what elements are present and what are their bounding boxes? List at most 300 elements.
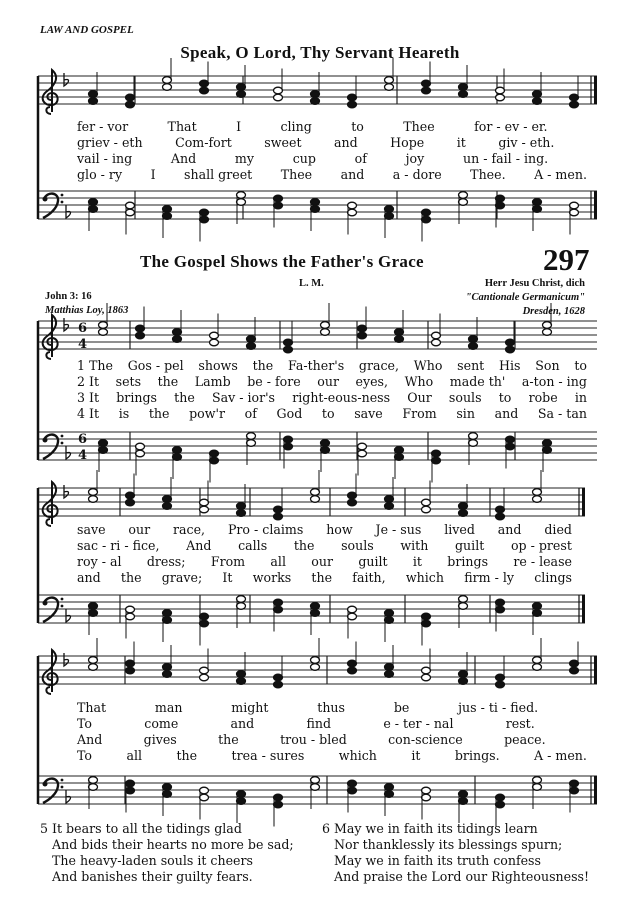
lyric-syllable: A - men. — [534, 748, 587, 763]
lyric-syllable: glo - ry — [77, 167, 123, 182]
lyric-syllable: thus — [317, 700, 346, 715]
lyric-syllable: And — [77, 732, 103, 747]
note-head — [237, 603, 246, 610]
lyric-syllable: Fa-ther's — [287, 358, 345, 373]
note-head — [126, 660, 135, 667]
note-head — [311, 496, 320, 503]
lyric-syllable: in — [574, 390, 587, 405]
note-head — [570, 660, 579, 667]
lyric-line — [77, 522, 572, 538]
lyric-syllable: of — [244, 406, 257, 421]
note-head — [432, 332, 441, 339]
flat-key-signature-icon — [64, 653, 69, 666]
note-head — [126, 492, 135, 499]
note-head — [237, 199, 246, 206]
note-head — [358, 325, 367, 332]
note-head — [533, 489, 542, 496]
lyric-syllable: race, — [173, 522, 206, 537]
note-head — [348, 606, 357, 613]
note-head — [422, 794, 431, 801]
note-head — [89, 91, 98, 98]
lyric-syllable: griev - eth — [77, 135, 143, 150]
note-head — [385, 496, 394, 503]
note-head — [89, 610, 98, 617]
note-head — [496, 606, 505, 613]
note-head — [422, 216, 431, 223]
lyric-syllable: And — [170, 151, 197, 166]
lyric-syllable: Lamb — [194, 374, 231, 389]
lyric-line — [77, 554, 572, 570]
lyric-syllable: re - lease — [513, 554, 572, 569]
note-head — [570, 101, 579, 108]
lyric-syllable: come — [144, 716, 179, 731]
lyric-syllable: brings — [116, 390, 157, 405]
final-bar-line — [594, 191, 597, 219]
lyric-syllable: That — [77, 700, 107, 715]
lyric-line — [77, 570, 572, 586]
lyric-syllable: the — [252, 358, 274, 373]
note-head — [533, 206, 542, 213]
scripture-reference: John 3: 16 — [45, 291, 92, 302]
lyric-syllable: A - men. — [534, 167, 587, 182]
lyric-syllable: how — [326, 522, 353, 537]
note-head — [89, 777, 98, 784]
note-head — [126, 94, 135, 101]
note-head — [496, 794, 505, 801]
note-head — [163, 610, 172, 617]
note-head — [126, 667, 135, 674]
lyric-syllable: That — [167, 119, 197, 134]
bass-clef-dot — [61, 201, 64, 204]
note-head — [422, 787, 431, 794]
note-head — [163, 84, 172, 91]
lyric-syllable: which — [338, 748, 377, 763]
note-head — [385, 84, 394, 91]
note-head — [274, 87, 283, 94]
note-head — [506, 339, 515, 346]
note-head — [200, 667, 209, 674]
note-head — [496, 94, 505, 101]
note-head — [247, 433, 256, 440]
note-head — [311, 610, 320, 617]
note-head — [237, 91, 246, 98]
lyric-syllable: shows — [198, 358, 238, 373]
note-head — [422, 613, 431, 620]
note-head — [570, 787, 579, 794]
note-head — [422, 499, 431, 506]
note-head — [496, 681, 505, 688]
note-head — [543, 440, 552, 447]
note-head — [163, 617, 172, 624]
lyric-syllable: un - fail - ing. — [463, 151, 549, 166]
note-head — [274, 506, 283, 513]
note-head — [348, 667, 357, 674]
note-head — [496, 513, 505, 520]
lyric-syllable: the — [176, 748, 198, 763]
treble-clef-icon — [43, 70, 58, 114]
lyric-syllable: rest. — [505, 716, 535, 731]
note-head — [422, 87, 431, 94]
note-head — [163, 671, 172, 678]
stanza-line: Nor thanklessly its blessings spurn; — [334, 837, 563, 852]
note-head — [358, 332, 367, 339]
note-head — [173, 447, 182, 454]
note-head — [570, 94, 579, 101]
lyric-syllable: made th' — [449, 374, 506, 389]
note-head — [173, 329, 182, 336]
lyric-syllable: sin — [456, 406, 475, 421]
final-bar-line — [582, 488, 585, 516]
lyric-syllable: And — [186, 538, 212, 553]
lyric-syllable: grave; — [161, 570, 203, 585]
lyric-syllable: it — [411, 748, 421, 763]
note-head — [311, 784, 320, 791]
note-head — [348, 787, 357, 794]
final-bar-line — [594, 776, 597, 804]
lyric-line — [77, 406, 587, 422]
lyric-line — [77, 135, 587, 151]
note-head — [247, 440, 256, 447]
note-head — [533, 610, 542, 617]
lyric-syllable: and — [340, 167, 365, 182]
lyric-syllable: the — [218, 732, 239, 747]
note-head — [89, 657, 98, 664]
lyric-line — [77, 374, 587, 390]
lyric-syllable: God — [276, 406, 303, 421]
note-head — [126, 606, 135, 613]
note-head — [432, 450, 441, 457]
note-head — [570, 780, 579, 787]
flat-key-signature-icon — [66, 609, 71, 622]
note-head — [469, 343, 478, 350]
lyric-syllable: Thee — [403, 119, 435, 134]
lyric-syllable: right-eous-ness — [292, 390, 391, 405]
note-head — [459, 791, 468, 798]
note-head — [385, 671, 394, 678]
stanza-line: And praise the Lord our Righteousness! — [334, 869, 590, 884]
lyric-syllable: Com-fort — [175, 135, 232, 150]
note-head — [385, 206, 394, 213]
note-head — [200, 613, 209, 620]
note-head — [89, 199, 98, 206]
note-head — [385, 784, 394, 791]
note-head — [348, 94, 357, 101]
bass-clef-dot — [61, 786, 64, 789]
final-bar-line — [594, 76, 597, 104]
lyric-syllable: shall greet — [184, 167, 253, 182]
note-head — [311, 98, 320, 105]
lyric-line — [77, 151, 587, 167]
note-head — [496, 202, 505, 209]
note-head — [89, 489, 98, 496]
note-head — [358, 443, 367, 450]
lyric-syllable: eyes, — [355, 374, 389, 389]
bass-clef-dot — [61, 442, 64, 445]
note-head — [126, 202, 135, 209]
note-head — [321, 447, 330, 454]
lyric-syllable: and — [497, 522, 522, 537]
note-head — [237, 791, 246, 798]
note-head — [395, 447, 404, 454]
lyric-syllable: giv - eth. — [498, 135, 555, 150]
note-head — [459, 671, 468, 678]
stanza-line: 5 It bears to all the tidings glad — [40, 821, 242, 836]
note-head — [533, 98, 542, 105]
lyric-syllable: souls — [448, 390, 482, 405]
note-head — [99, 329, 108, 336]
note-head — [496, 599, 505, 606]
note-head — [284, 339, 293, 346]
note-head — [459, 91, 468, 98]
note-head — [533, 657, 542, 664]
lyric-syllable: Our — [407, 390, 432, 405]
note-head — [274, 681, 283, 688]
note-head — [237, 798, 246, 805]
note-head — [496, 674, 505, 681]
note-head — [274, 513, 283, 520]
note-head — [496, 801, 505, 808]
time-signature-top: 6 — [78, 432, 88, 447]
lyric-syllable: a - dore — [392, 167, 442, 182]
note-head — [348, 613, 357, 620]
lyric-syllable: Je - sus — [375, 522, 422, 537]
note-head — [385, 617, 394, 624]
note-head — [533, 777, 542, 784]
note-head — [311, 489, 320, 496]
note-head — [247, 343, 256, 350]
note-head — [506, 436, 515, 443]
note-head — [237, 192, 246, 199]
treble-clef-icon — [43, 650, 58, 694]
stanza-6 — [322, 821, 589, 885]
lyric-syllable: and — [77, 570, 101, 585]
lyric-syllable: His — [499, 358, 521, 373]
note-head — [496, 506, 505, 513]
note-head — [422, 209, 431, 216]
note-head — [136, 450, 145, 457]
note-head — [126, 101, 135, 108]
note-head — [126, 499, 135, 506]
note-head — [459, 84, 468, 91]
note-head — [136, 325, 145, 332]
note-head — [210, 339, 219, 346]
lyric-syllable: to — [574, 358, 587, 373]
lyric-syllable: trea - sures — [231, 748, 305, 763]
lyric-line — [77, 358, 587, 374]
note-head — [200, 87, 209, 94]
time-signature-bottom: 4 — [78, 448, 88, 463]
note-head — [311, 664, 320, 671]
lyric-line — [77, 167, 587, 183]
note-head — [284, 346, 293, 353]
note-head — [210, 450, 219, 457]
note-head — [237, 510, 246, 517]
note-head — [533, 91, 542, 98]
treble-clef-icon — [43, 315, 58, 359]
note-head — [395, 336, 404, 343]
note-head — [311, 657, 320, 664]
lyric-syllable: Son — [535, 358, 560, 373]
lyric-syllable: Sav - ior's — [211, 390, 276, 405]
note-head — [533, 199, 542, 206]
note-head — [385, 213, 394, 220]
note-head — [570, 667, 579, 674]
note-head — [533, 664, 542, 671]
lyric-line — [77, 119, 587, 135]
note-head — [311, 603, 320, 610]
note-head — [163, 77, 172, 84]
flat-key-signature-icon — [64, 318, 69, 331]
note-head — [348, 780, 357, 787]
lyric-syllable: Who — [413, 358, 443, 373]
lyric-syllable: my — [234, 151, 254, 166]
note-head — [395, 329, 404, 336]
lyric-syllable: and — [494, 406, 519, 421]
flat-key-signature-icon — [64, 485, 69, 498]
lyric-syllable: to — [321, 406, 335, 421]
note-head — [200, 216, 209, 223]
note-head — [89, 603, 98, 610]
note-head — [163, 206, 172, 213]
tune-place: Dresden, 1628 — [522, 306, 585, 317]
lyric-syllable: pow'r — [189, 406, 226, 421]
note-head — [89, 784, 98, 791]
note-head — [311, 199, 320, 206]
bass-clef-dot — [43, 438, 48, 443]
lyric-syllable: sets — [115, 374, 142, 389]
lyric-syllable: lived — [444, 522, 475, 537]
lyric-syllable: fer - vor — [77, 119, 129, 134]
bass-clef-dot — [43, 197, 48, 202]
note-head — [321, 329, 330, 336]
lyric-syllable: save — [354, 406, 383, 421]
lyric-syllable: all — [126, 748, 143, 763]
lyric-syllable: brings — [447, 554, 489, 569]
lyric-syllable: works — [252, 570, 292, 585]
note-head — [274, 94, 283, 101]
lyric-syllable: con-science — [388, 732, 463, 747]
note-head — [99, 440, 108, 447]
stanza-line: And banishes their guilty fears. — [52, 869, 253, 884]
lyric-syllable: and — [334, 135, 358, 150]
lyric-syllable: to — [498, 390, 512, 405]
stanza-5 — [40, 821, 294, 885]
lyric-syllable: the — [311, 570, 333, 585]
note-head — [274, 195, 283, 202]
lyric-syllable: jus - ti - fied. — [458, 700, 539, 715]
note-head — [459, 199, 468, 206]
note-head — [348, 499, 357, 506]
lyric-syllable: souls — [341, 538, 374, 553]
lyric-syllable: peace. — [504, 732, 546, 747]
note-head — [200, 499, 209, 506]
lyric-syllable: brings. — [454, 748, 500, 763]
lyric-syllable: the — [148, 406, 170, 421]
lyric-syllable: find — [306, 716, 332, 731]
lyric-syllable: the — [293, 538, 315, 553]
lyric-syllable: which — [405, 570, 444, 585]
note-head — [348, 660, 357, 667]
lyric-syllable: and — [230, 716, 255, 731]
note-head — [459, 798, 468, 805]
bass-clef-dot — [43, 601, 48, 606]
time-signature-bottom: 4 — [78, 337, 88, 352]
note-head — [99, 447, 108, 454]
note-head — [237, 678, 246, 685]
note-head — [200, 674, 209, 681]
meter: L. M. — [299, 278, 324, 289]
note-head — [89, 98, 98, 105]
lyric-syllable: Hope — [390, 135, 425, 150]
note-head — [422, 80, 431, 87]
lyric-syllable: is — [118, 406, 130, 421]
note-head — [311, 206, 320, 213]
note-head — [284, 436, 293, 443]
lyric-syllable: sent — [457, 358, 485, 373]
lyric-syllable: robe — [528, 390, 558, 405]
lyric-syllable: gives — [143, 732, 177, 747]
lyric-syllable: cling — [280, 119, 312, 134]
note-head — [533, 784, 542, 791]
note-head — [210, 457, 219, 464]
note-head — [422, 674, 431, 681]
bass-clef-dot — [61, 435, 64, 438]
note-head — [385, 77, 394, 84]
lyric-syllable: died — [544, 522, 572, 537]
note-head — [200, 506, 209, 513]
note-head — [506, 346, 515, 353]
note-head — [570, 209, 579, 216]
note-head — [311, 777, 320, 784]
note-head — [469, 433, 478, 440]
author: Matthias Loy, 1863 — [45, 305, 129, 316]
flat-key-signature-icon — [66, 446, 71, 459]
note-head — [247, 336, 256, 343]
note-head — [422, 620, 431, 627]
note-head — [173, 454, 182, 461]
lyric-syllable: I — [236, 119, 242, 134]
note-head — [200, 620, 209, 627]
bass-clef-dot — [61, 605, 64, 608]
note-head — [126, 613, 135, 620]
note-head — [284, 443, 293, 450]
lyric-syllable: Sa - tan — [537, 406, 587, 421]
note-head — [163, 784, 172, 791]
note-head — [321, 322, 330, 329]
lyric-syllable: grace, — [358, 358, 400, 373]
lyric-line — [77, 390, 587, 406]
note-head — [385, 664, 394, 671]
lyric-syllable: it — [412, 554, 422, 569]
note-head — [200, 787, 209, 794]
note-head — [543, 322, 552, 329]
note-head — [126, 787, 135, 794]
final-bar-line — [594, 656, 597, 684]
note-head — [237, 671, 246, 678]
lyric-syllable: the — [174, 390, 195, 405]
hymn-title: The Gospel Shows the Father's Grace — [140, 252, 424, 271]
note-head — [543, 329, 552, 336]
lyric-syllable: To — [77, 748, 93, 763]
note-head — [200, 794, 209, 801]
note-head — [210, 332, 219, 339]
note-head — [348, 492, 357, 499]
stanza-line: And bids their hearts no more be sad; — [52, 837, 294, 852]
note-head — [395, 454, 404, 461]
note-head — [163, 496, 172, 503]
lyric-syllable: faith, — [352, 570, 386, 585]
lyric-syllable: e - ter - nal — [383, 716, 454, 731]
